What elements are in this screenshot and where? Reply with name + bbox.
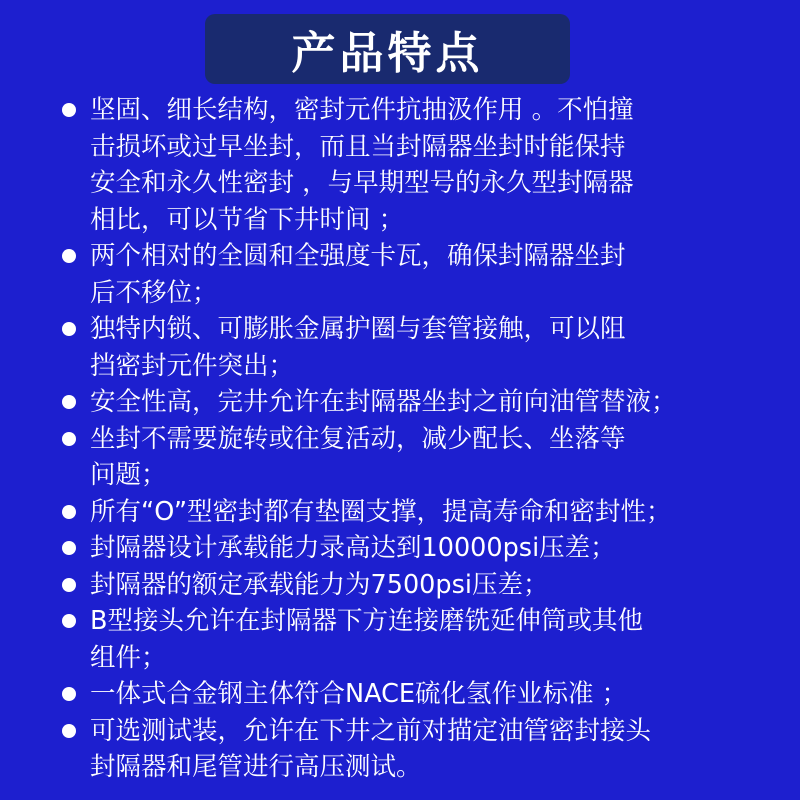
feature-item (60, 494, 780, 531)
feature-line: 后不移位； (90, 277, 218, 308)
feature-line: 挡密封元件突出； (90, 350, 295, 381)
title-banner (205, 14, 570, 84)
feature-item (60, 530, 780, 567)
feature-item (60, 603, 780, 676)
feature-line: 坐封不需要旋转或往复活动，减少配长、坐落等 (90, 423, 626, 454)
bullet-icon (62, 395, 76, 409)
bullet-icon (62, 724, 76, 738)
feature-line: 所有“O”型密封都有垫圈支撑，提高寿命和密封性； (90, 496, 672, 527)
feature-item (60, 238, 780, 311)
bullet-icon (62, 505, 76, 519)
feature-line: 一体式合金钢主体符合NACE硫化氢作业标准 ； (90, 679, 628, 709)
feature-item (60, 713, 780, 786)
feature-line: 封隔器的额定承载能力为7500psi压差； (90, 569, 549, 600)
feature-item (60, 421, 780, 494)
feature-line: 两个相对的全圆和全强度卡瓦，确保封隔器坐封 (90, 241, 626, 271)
bullet-icon (62, 578, 76, 592)
feature-item (60, 92, 780, 238)
feature-list (60, 92, 780, 786)
bullet-icon (62, 103, 76, 117)
feature-line: 击损坏或过早坐封，而且当封隔器坐封时能保持 (90, 131, 626, 162)
bullet-icon (62, 322, 76, 336)
feature-line: 坚固、细长结构，密封元件抗抽汲作用 。不怕撞 (90, 95, 634, 125)
feature-line: 封隔器设计承载能力录高达到10000psi压差； (90, 533, 616, 563)
feature-item (60, 311, 780, 384)
feature-item (60, 384, 780, 421)
feature-line: 问题； (90, 460, 167, 490)
feature-line: 封隔器和尾管进行高压测试。 (90, 752, 422, 782)
page-title: 产品特点 (291, 28, 484, 79)
feature-item (60, 676, 780, 713)
feature-item (60, 567, 780, 604)
feature-line: 安全性高，完井允许在封隔器坐封之前向油管替液； (90, 387, 677, 417)
feature-line: 独特内锁、可膨胀金属护圈与套管接触，可以阻 (90, 314, 626, 344)
bullet-icon (62, 614, 76, 628)
bullet-icon (62, 432, 76, 446)
feature-line: 安全和永久性密封 ，与早期型号的永久型封隔器 (90, 168, 634, 198)
feature-line: B型接头允许在封隔器下方连接磨铣延伸筒或其他 (90, 606, 643, 636)
feature-line: 组件； (90, 642, 167, 673)
feature-line: 可选测试装，允许在下井之前对描定油管密封接头 (90, 715, 652, 746)
feature-line: 相比，可以节省下井时间 ； (90, 204, 405, 235)
bullet-icon (62, 249, 76, 263)
bullet-icon (62, 687, 76, 701)
bullet-icon (62, 541, 76, 555)
